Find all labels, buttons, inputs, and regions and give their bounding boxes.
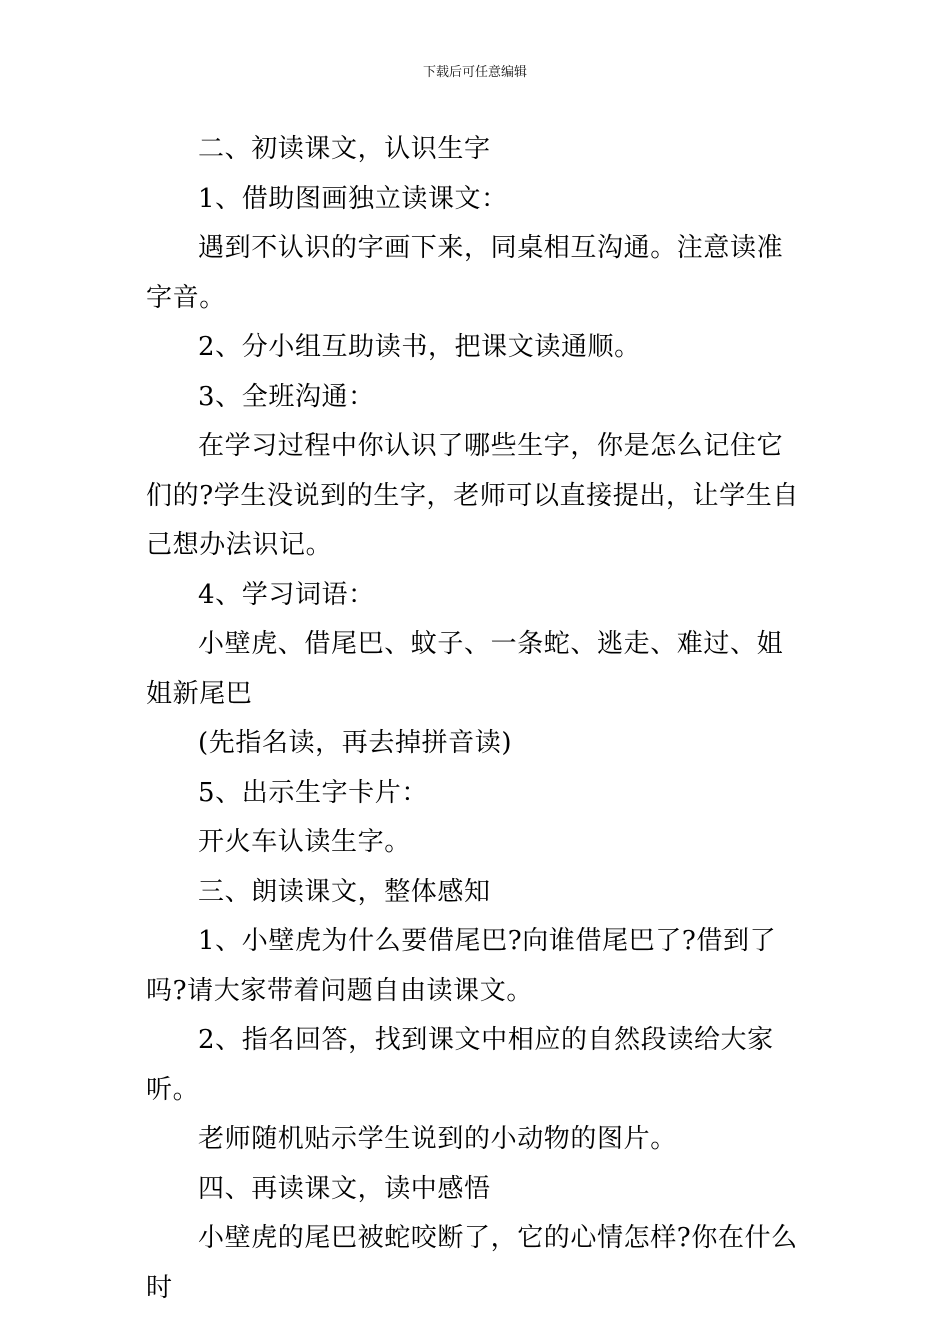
paragraph: 遇到不认识的字画下来，同桌相互沟通。注意读准字音。 <box>146 233 784 313</box>
paragraph: (先指名读，再去掉拼音读) <box>198 728 513 758</box>
paragraph: 二、初读课文，认识生字 <box>198 134 491 164</box>
paragraph: 2、分小组互助读书，把课文读通顺。 <box>198 332 641 362</box>
paragraph: 老师随机贴示学生说到的小动物的图片。 <box>198 1124 677 1154</box>
paragraph: 1、小壁虎为什么要借尾巴?向谁借尾巴了?借到了吗?请大家带着问题自由读课文。 <box>146 926 777 1006</box>
paragraph: 三、朗读课文，整体感知 <box>198 876 491 907</box>
document-body <box>146 125 808 1313</box>
paragraph: 小壁虎、借尾巴、蚊子、一条蛇、逃走、难过、姐姐新尾巴 <box>146 629 784 709</box>
paragraph: 1、借助图画独立读课文： <box>198 183 508 214</box>
paragraph: 3、全班沟通： <box>198 381 375 412</box>
page-header: 下载后可任意编辑 <box>422 65 527 80</box>
paragraph: 2、指名回答，找到课文中相应的自然段读给大家听。 <box>146 1025 774 1105</box>
paragraph: 四、再读课文，读中感悟 <box>198 1173 491 1204</box>
paragraph: 开火车认读生字。 <box>198 827 411 857</box>
paragraph: 5、出示生字卡片： <box>198 777 428 808</box>
paragraph: 小壁虎的尾巴被蛇咬断了，它的心情怎样?你在什么时 <box>146 1223 798 1303</box>
paragraph: 4、学习词语： <box>198 579 375 610</box>
paragraph: 在学习过程中你认识了哪些生字，你是怎么记住它们的?学生没说到的生字，老师可以直接提出，让学生自己想办法识记。 <box>146 431 799 560</box>
